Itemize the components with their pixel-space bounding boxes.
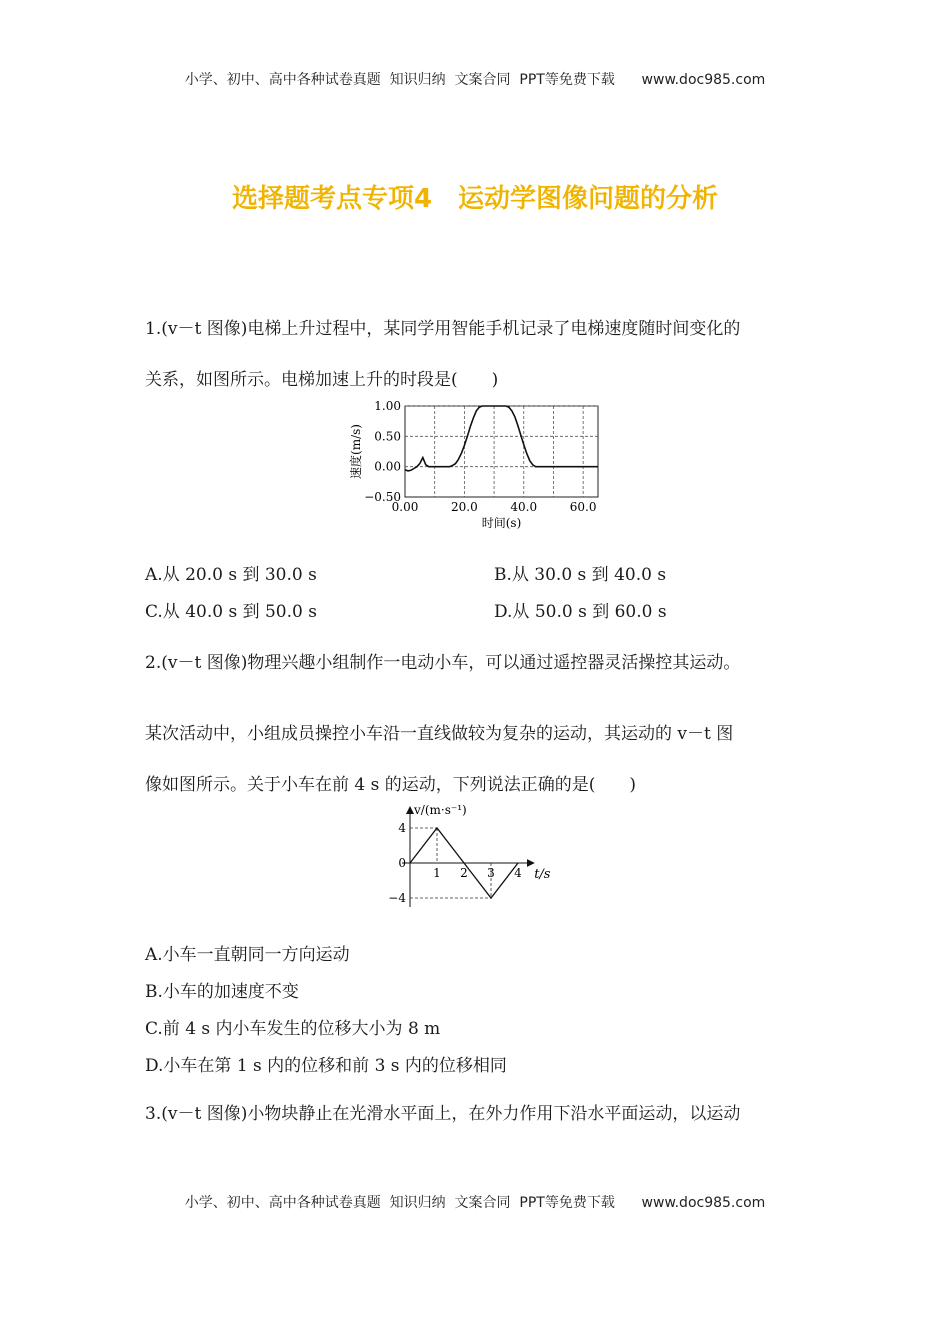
- q2-stem-line-2: 某次活动中，小组成员操控小车沿一直线做较为复杂的运动，其运动的 v－t 图: [145, 724, 734, 744]
- chart1-x-tick-label: 40.0: [510, 500, 538, 514]
- chart2-x-axis-label: t/s: [534, 867, 551, 882]
- chart2-y-tick-label: 4: [398, 821, 406, 835]
- chart1-y-tick-label: 0.50: [374, 429, 401, 444]
- q1-option-b: B.从 30.0 s 到 40.0 s: [494, 565, 667, 585]
- q2-stem-line-1: 2.(v－t 图像)物理兴趣小组制作一电动小车，可以通过遥控器灵活操控其运动。: [145, 653, 741, 673]
- q2-velocity-chart: [360, 798, 580, 916]
- q2-stem-line-3: 像如图所示。关于小车在前 4 s 的运动，下列说法正确的是( ): [145, 775, 637, 795]
- chart1-plot-frame: [405, 406, 598, 497]
- q2-option-b: B.小车的加速度不变: [145, 982, 299, 1002]
- q2-option-c: C.前 4 s 内小车发生的位移大小为 8 m: [145, 1019, 441, 1039]
- q2-option-d: D.小车在第 1 s 内的位移和前 3 s 内的位移相同: [145, 1056, 507, 1076]
- page-title: 选择题考点专项4 运动学图像问题的分析: [231, 184, 719, 214]
- q1-velocity-chart: [330, 398, 620, 540]
- chart1-x-tick-label: 0.00: [391, 500, 419, 514]
- chart2-y-tick-label: −4: [388, 891, 406, 905]
- chart2-y-axis-label: v/(m·s⁻¹): [414, 803, 467, 817]
- q1-stem-line-1: 1.(v－t 图像)电梯上升过程中，某同学用智能手机记录了电梯速度随时间变化的: [145, 319, 741, 339]
- chart1-x-tick-label: 20.0: [451, 500, 478, 514]
- chart1-x-axis-label: 时间(s): [481, 516, 522, 530]
- chart1-y-tick-label: −0.50: [364, 490, 401, 504]
- q1-option-c: C.从 40.0 s 到 50.0 s: [145, 602, 317, 622]
- chart2-x-tick-label: 2: [460, 866, 468, 880]
- q1-option-a: A.从 20.0 s 到 30.0 s: [145, 565, 317, 585]
- q1-option-d: D.从 50.0 s 到 60.0 s: [494, 602, 667, 622]
- chart2-y-tick-label: 0: [398, 856, 406, 870]
- chart1-x-tick-label: 60.0: [569, 500, 597, 514]
- chart2-x-tick-label: 4: [514, 866, 522, 880]
- page-footer: 小学、初中、高中各种试卷真题 知识归纳 文案合同 PPT等免费下载 www.doc985.com: [184, 1195, 766, 1211]
- chart1-y-tick-label: 1.00: [374, 399, 401, 413]
- chart1-series-line: [405, 406, 598, 471]
- q2-option-a: A.小车一直朝同一方向运动: [145, 945, 350, 965]
- page-header: 小学、初中、高中各种试卷真题 知识归纳 文案合同 PPT等免费下载 www.doc985.com: [184, 72, 766, 88]
- chart1-y-tick-label: 0.00: [374, 459, 401, 474]
- q3-stem-line-1: 3.(v－t 图像)小物块静止在光滑水平面上，在外力作用下沿水平面运动，以运动: [145, 1104, 741, 1124]
- chart2-x-tick-label: 1: [433, 866, 441, 880]
- chart1-y-axis-label: 速度(m/s): [349, 424, 363, 479]
- q1-stem-line-2: 关系，如图所示。电梯加速上升的时段是( ): [145, 370, 499, 390]
- chart1-grid: [405, 406, 598, 497]
- chart2-x-tick-label: 3: [487, 866, 495, 880]
